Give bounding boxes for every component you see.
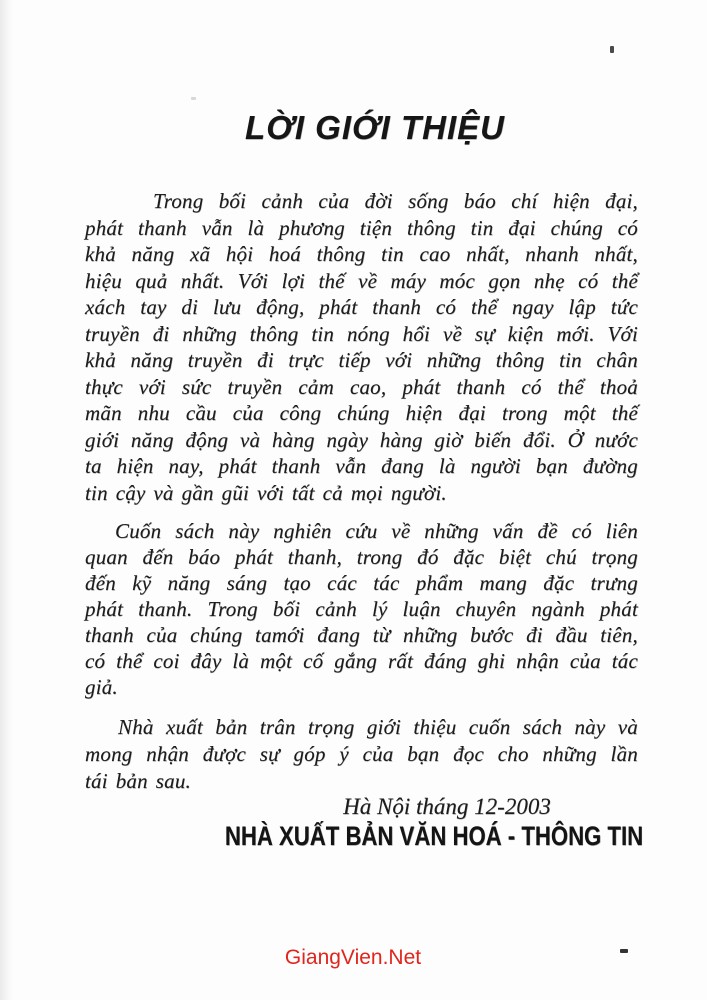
text-line: có thể coi đây là một cố gắng rất đáng ghi nhận của tác xyxy=(85,649,638,673)
paragraph-3 xyxy=(85,714,638,795)
text-line: tái bản sau. xyxy=(85,769,191,793)
text-line: mãn nhu cầu của công chúng hiện đại trong một thế xyxy=(85,401,638,425)
text-line: truyền đi những thông tin nóng hổi về sự kiện mới. Với xyxy=(85,321,638,346)
text-line: xách tay di lưu động, phát thanh có thể ngay lập tức xyxy=(85,295,638,319)
text-line: mong nhận được sự góp ý của bạn đọc cho những lần xyxy=(85,742,638,766)
text-line: khả năng truyền đi trực tiếp với những thông tin chân xyxy=(85,348,638,372)
text-line: Cuốn sách này nghiên cứu về những vấn đề có liên xyxy=(115,519,638,543)
text-line: hiệu quả nhất. Với lợi thế về máy móc gọn nhẹ có thể xyxy=(85,268,638,293)
page-title: LỜI GIỚI THIỆU xyxy=(245,109,505,146)
text-line: Nhà xuất bản trân trọng giới thiệu cuốn sách này và xyxy=(118,715,638,739)
text-line: tin cậy và gần gũi với tất cả mọi người. xyxy=(85,480,447,505)
text-line: Trong bối cảnh của đời sống báo chí hiện đại, xyxy=(153,189,638,213)
text-line: giả. xyxy=(85,675,118,699)
text-line: đến kỹ năng sáng tạo các tác phẩm mang đặc trưng xyxy=(85,571,638,595)
text-line: khả năng xã hội hoá thông tin cao nhất, nhanh nhất, xyxy=(85,242,638,266)
text-line: ta hiện nay, phát thanh vẫn đang là người bạn đường xyxy=(85,454,638,478)
text-line: thực với sức truyền cảm cao, phát thanh có thể thoả xyxy=(85,374,638,399)
text-line: giới năng động và hàng ngày hàng giờ biến đổi. Ở nước xyxy=(85,427,638,452)
scan-speck xyxy=(610,46,614,53)
dateline: Hà Nội tháng 12-2003 xyxy=(343,794,551,819)
watermark-text: GiangVien.Net xyxy=(284,946,422,969)
scan-speck xyxy=(191,97,196,100)
intro-body-text xyxy=(85,188,638,795)
text-line: thanh của chúng tamới đang từ những bước đi đầu tiên, xyxy=(85,623,638,647)
paragraph-2 xyxy=(85,518,638,700)
text-line: quan đến báo phát thanh, trong đó đặc biệt chú trọng xyxy=(85,545,638,569)
scan-speck xyxy=(620,949,628,953)
text-line: phát thanh vẫn là phương tiện thông tin đại chúng có xyxy=(85,215,638,240)
publisher-name: NHÀ XUẤT BẢN VĂN HOÁ - THÔNG TIN xyxy=(224,821,644,851)
text-line: phát thanh. Trong bối cảnh lý luận chuyên ngành phát xyxy=(85,597,638,621)
paragraph-1 xyxy=(85,188,638,506)
